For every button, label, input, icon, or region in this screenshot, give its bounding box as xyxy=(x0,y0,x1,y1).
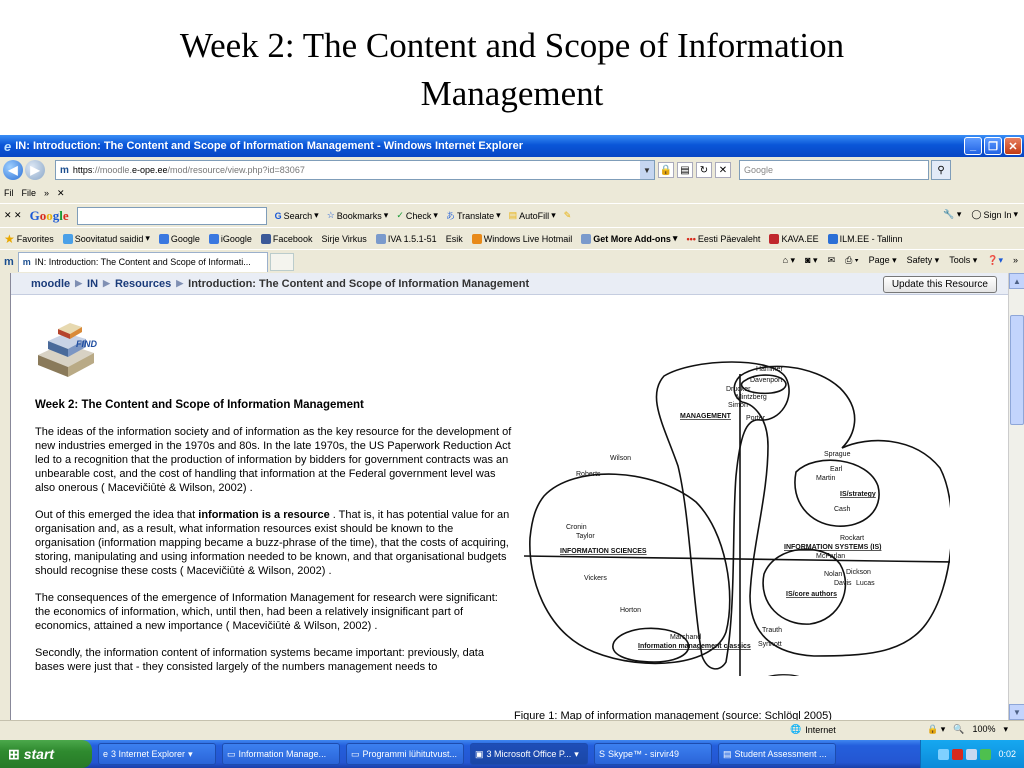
task-label: Student Assessment ... xyxy=(734,749,827,759)
stop-icon[interactable]: ✕ xyxy=(715,162,731,178)
label-nolan: Nolan xyxy=(824,571,843,578)
label-info-systems: INFORMATION SYSTEMS (IS) xyxy=(784,544,882,551)
feeds-icon[interactable]: ◙ ▾ xyxy=(805,255,818,265)
zone-label: Internet xyxy=(805,724,836,735)
protected-mode-icon[interactable]: 🔒 ▾ xyxy=(926,724,946,734)
task-programmi[interactable] xyxy=(346,743,464,765)
zoom-control[interactable] xyxy=(927,724,1008,735)
fav-kava[interactable] xyxy=(769,234,818,244)
home-icon[interactable]: ⌂ ▾ xyxy=(782,255,796,265)
more-chevron-icon[interactable]: » xyxy=(1012,255,1018,265)
label-management: MANAGEMENT xyxy=(680,413,731,420)
system-tray xyxy=(920,740,1024,768)
breadcrumb-sep-icon: ▶ xyxy=(176,278,184,288)
svg-text:FIND: FIND xyxy=(76,339,97,349)
p2-bold-text: information is a resource xyxy=(198,509,330,521)
windows-taskbar xyxy=(0,740,1024,768)
minimize-button[interactable]: _ xyxy=(964,137,982,155)
label-synnott: Synnott xyxy=(758,641,782,648)
mail-icon[interactable]: ✉ xyxy=(827,255,836,265)
breadcrumb xyxy=(11,273,1008,295)
scroll-thumb[interactable] xyxy=(1010,315,1024,425)
live-search-input[interactable] xyxy=(739,160,929,180)
fav-link-label: Google xyxy=(170,233,200,244)
task-label: 3 Microsoft Office P... xyxy=(486,749,572,759)
task-label: Skype™ - sirvir49 xyxy=(608,749,680,759)
forward-button[interactable]: ▶ xyxy=(25,160,45,180)
content-paragraph: The consequences of the emergence of Information Management for research were significant: the economics of information, which, until then, had been a relatively insignificant part of economics, attained a new importance ( Macevičiūtė & Wilson, 2002) . xyxy=(35,592,498,632)
content-paragraph xyxy=(35,508,515,578)
p2-text: Out of this emerged the idea that xyxy=(35,509,199,521)
fav-hotmail[interactable] xyxy=(472,234,573,244)
label-im-classics: Information management classics xyxy=(638,643,751,650)
start-label: start xyxy=(23,746,55,762)
breadcrumb-moodle[interactable]: moodle xyxy=(31,277,71,290)
slide-title xyxy=(0,22,1024,118)
task-office[interactable]: ▣ 3 Microsoft Office P... ▾ xyxy=(470,743,588,765)
label-trauth: Trauth xyxy=(762,627,782,634)
menu-close-icon[interactable]: ✕ xyxy=(57,187,65,198)
clock: 0:02 xyxy=(998,749,1016,759)
ie-icon: e xyxy=(4,138,12,154)
label-sprague: Sprague xyxy=(824,451,851,458)
im-map-diagram xyxy=(514,356,950,676)
label-mintzberg: Mintzberg xyxy=(736,394,767,401)
tray-wifi-icon[interactable] xyxy=(980,749,991,760)
p2-text: . That is, it has potential value for an organisation and, as a result, what information resources exist should be known to the organisation (information mapping became a buzz-phrase of the time), that the costs of acquiring, storing, manipulating and using information needed to be known, and that organisational budgets should recognise these costs ( Macevičiūtė & Wilson, 2002) . xyxy=(35,509,510,577)
spellcheck-icon: ✓ xyxy=(396,210,404,220)
menu-item-file[interactable]: File xyxy=(21,188,37,198)
menu-chevron-icon[interactable]: » xyxy=(44,188,50,198)
autofill-icon: ▤ xyxy=(508,210,518,220)
command-bar xyxy=(783,255,1018,266)
address-bar xyxy=(0,157,1024,183)
ie-task-icon: e xyxy=(103,749,109,759)
task-skype[interactable] xyxy=(594,743,712,765)
vertical-scrollbar[interactable] xyxy=(1008,273,1024,720)
check-label: Check xyxy=(405,210,432,221)
fav-suggested-sites[interactable]: Soovitatud saidid ▾ xyxy=(63,233,150,244)
fav-link-label: IVA 1.5.1-51 xyxy=(387,233,437,244)
google-g-icon: G xyxy=(274,210,282,221)
google-toolbar xyxy=(0,203,1024,227)
google-search-label: Search xyxy=(283,210,313,221)
fav-sirje-virkus[interactable] xyxy=(321,234,366,244)
start-button[interactable] xyxy=(0,740,92,768)
zoom-level: 100% xyxy=(972,724,996,734)
page-menu[interactable]: Page ▾ xyxy=(868,255,897,265)
slide-title-line2: Management xyxy=(420,74,604,113)
label-rockart: Rockart xyxy=(840,535,865,542)
window-controls xyxy=(964,137,1022,155)
browser-window xyxy=(0,135,1024,768)
autofill-button[interactable]: ▤ AutoFill ▾ xyxy=(508,210,556,221)
label-is-strategy: IS/strategy xyxy=(840,491,876,498)
label-earl: Earl xyxy=(830,466,843,473)
tray-network-icon[interactable] xyxy=(938,749,949,760)
wrench-icon[interactable]: 🔧 ▾ xyxy=(943,209,962,219)
search-placeholder: Google xyxy=(744,165,774,175)
fav-link-label: Esik xyxy=(445,233,463,244)
lock-icon[interactable]: 🔒 xyxy=(658,162,674,178)
bookmarks-label: Bookmarks xyxy=(336,210,382,221)
restore-button[interactable]: ❐ xyxy=(984,137,1002,155)
globe-icon: 🌐 xyxy=(790,724,802,734)
task-student-assessment[interactable] xyxy=(718,743,836,765)
safety-menu-label: Safety xyxy=(906,255,933,265)
resource-content xyxy=(35,398,515,687)
label-porter: Porter xyxy=(746,415,766,422)
favorites-star-icon: ★ xyxy=(4,231,15,246)
tab-active[interactable] xyxy=(18,252,268,272)
document-icon: ▤ xyxy=(723,748,732,759)
label-marchand: Marchand xyxy=(670,634,702,641)
refresh-icon[interactable]: ↻ xyxy=(696,162,712,178)
label-hammer: Hammer xyxy=(756,366,783,373)
task-label: 3 Internet Explorer xyxy=(111,749,186,759)
label-taylor: Taylor xyxy=(576,533,595,540)
label-cash: Cash xyxy=(834,506,851,513)
task-internet-explorer[interactable]: e 3 Internet Explorer ▾ xyxy=(98,743,216,765)
fav-link-label: KAVA.EE xyxy=(781,233,819,244)
folder-icon: ▭ xyxy=(351,748,360,759)
slide-title-line1: Week 2: The Content and Scope of Information xyxy=(179,26,845,65)
menu-item-fil[interactable]: Fil xyxy=(4,188,14,198)
check-button[interactable]: ✓ Check ▾ xyxy=(396,210,438,221)
scroll-down-icon[interactable]: ▼ xyxy=(1009,704,1024,720)
breadcrumb-current: Introduction: The Content and Scope of Information Management xyxy=(188,277,530,290)
page-viewport xyxy=(10,273,1008,720)
powerpoint-icon: ▣ xyxy=(475,748,484,759)
tab-title: IN: Introduction: The Content and Scope of Informati... xyxy=(34,257,251,267)
breadcrumb-resources[interactable]: Resources xyxy=(114,277,172,290)
update-resource-button[interactable]: Update this Resource xyxy=(883,276,997,293)
sign-in-label: Sign In xyxy=(983,209,1012,220)
safety-menu[interactable]: Safety ▾ xyxy=(906,255,940,265)
window-title: IN: Introduction: The Content and Scope of Information Management - Windows Internet Explorer xyxy=(15,140,523,152)
fav-get-more-addons[interactable]: Get More Add-ons ▾ xyxy=(581,233,677,244)
fav-link-label: Soovitatud saidid xyxy=(74,233,144,244)
label-simon: Simon xyxy=(728,402,748,409)
window-titlebar xyxy=(0,135,1024,157)
url-path: /mod/resource/view.php?id=83067 xyxy=(167,165,305,175)
task-label: Information Manage... xyxy=(238,749,327,759)
google-logo: Google xyxy=(29,207,69,223)
fav-eesti-paevaleht[interactable]: ••• Eesti Päevaleht xyxy=(686,233,761,244)
label-vickers: Vickers xyxy=(584,575,607,582)
find-blocks-logo xyxy=(34,321,106,379)
breadcrumb-sep-icon: ▶ xyxy=(75,278,83,288)
label-mcfarlan: McFarlan xyxy=(816,553,846,560)
new-tab-button[interactable] xyxy=(270,253,294,271)
tab-bar xyxy=(0,249,1024,273)
print-icon[interactable]: ⎙ ▾ xyxy=(845,255,859,265)
folder-icon: ▭ xyxy=(227,748,236,759)
page-menu-label: Page xyxy=(868,255,890,265)
scroll-up-icon[interactable]: ▲ xyxy=(1009,273,1024,289)
classics-loop xyxy=(752,675,811,676)
google-search-button[interactable]: G Search ▾ xyxy=(274,210,319,221)
fav-iva[interactable] xyxy=(376,234,437,244)
translate-button[interactable]: あ Translate ▾ xyxy=(445,210,501,221)
label-davis: Davis xyxy=(834,580,852,587)
fav-google[interactable] xyxy=(159,234,200,244)
content-paragraph: The ideas of the information society and of information as the key resource for the development of new industries emerged in the 1970s and 80s. In the late 1970s, the US Paperwork Reduction Act led to a recognition that the production of information by bidders for government contracts was an unbearable cost, and the cost of handling that information at the Federal government level was also onerous ( Macevičiūtė & Wilson, 2002) . xyxy=(35,426,512,494)
status-bar xyxy=(0,720,1024,740)
breadcrumb-in[interactable]: IN xyxy=(87,277,99,290)
fav-ilm[interactable] xyxy=(828,234,903,244)
tab-favicon-icon: m xyxy=(22,257,31,267)
url-dropdown-icon[interactable]: ▼ xyxy=(640,161,654,179)
zoom-dropdown-icon[interactable]: ▾ xyxy=(1003,724,1008,734)
figure-caption: Figure 1: Map of information management (source: Schlögl 2005) xyxy=(514,710,832,720)
task-information-manage[interactable] xyxy=(222,743,340,765)
search-icon[interactable]: ⚲ xyxy=(931,160,951,180)
translate-icon: あ xyxy=(445,211,455,221)
pencil-icon[interactable]: ✎ xyxy=(563,210,572,220)
sign-in-button[interactable]: ◯ Sign In ▾ xyxy=(971,209,1018,220)
tools-menu-label: Tools xyxy=(949,255,971,265)
google-toolbar-right xyxy=(943,209,1018,220)
security-zone[interactable] xyxy=(790,724,836,735)
breadcrumb-sep-icon: ▶ xyxy=(103,278,110,288)
fav-link-label: Facebook xyxy=(272,233,313,244)
fav-facebook[interactable] xyxy=(261,234,313,244)
skype-icon: S xyxy=(599,749,606,759)
star-icon: ☆ xyxy=(326,210,335,220)
fav-igoogle[interactable] xyxy=(209,234,252,244)
url-prefix: ://moodle. xyxy=(92,165,132,175)
fav-link-label: iGoogle xyxy=(220,233,252,244)
moodle-favicon-icon: m xyxy=(60,164,69,176)
label-davenport: Davenport xyxy=(750,377,783,384)
google-search-input[interactable] xyxy=(77,207,267,225)
label-horton: Horton xyxy=(620,607,642,614)
url-host: e-ope.ee xyxy=(131,165,168,175)
fav-link-label: Windows Live Hotmail xyxy=(483,233,573,244)
autofill-label: AutoFill xyxy=(519,210,550,221)
label-info-sciences: INFORMATION SCIENCES xyxy=(560,548,647,555)
task-label: Programmi lühitutvust... xyxy=(362,749,458,759)
tools-menu[interactable]: Tools ▾ xyxy=(949,255,978,265)
fav-link-label: Get More Add-ons xyxy=(593,233,671,244)
close-button[interactable]: ✕ xyxy=(1004,137,1022,155)
content-paragraph: Secondly, the information content of information systems became important: previously, data bases were just that - they consisted largely of the numbers management needs to xyxy=(35,647,484,673)
label-lucas: Lucas xyxy=(856,580,875,587)
favorites-button[interactable] xyxy=(4,232,54,246)
moodle-icon: m xyxy=(4,255,14,268)
favorites-label: Favorites xyxy=(16,233,54,244)
label-martin: Martin xyxy=(816,475,836,482)
label-is-core: IS/core authors xyxy=(786,591,837,598)
menu-bar xyxy=(0,183,1024,203)
back-button[interactable]: ◀ xyxy=(3,160,23,180)
fav-esik[interactable] xyxy=(446,234,463,244)
windows-flag-icon: ⊞ xyxy=(8,745,20,762)
label-drucker: Drucker xyxy=(726,386,751,393)
zoom-icon: 🔍 xyxy=(953,724,965,734)
label-dickson: Dickson xyxy=(846,569,871,576)
tray-security-icon[interactable] xyxy=(952,749,963,760)
toolbar-close-icon[interactable]: ✕ ✕ xyxy=(4,210,22,220)
label-wilson: Wilson xyxy=(610,455,632,462)
fav-link-label: Eesti Päevaleht xyxy=(697,233,761,244)
fav-link-label: ILM.EE - Tallinn xyxy=(839,233,903,244)
translate-label: Translate xyxy=(456,210,495,221)
help-icon[interactable]: ❓▾ xyxy=(987,255,1003,265)
fav-link-label: Sirje Virkus xyxy=(321,233,367,244)
url-scheme: https xyxy=(72,165,93,175)
url-input[interactable] xyxy=(55,160,655,180)
compat-icon[interactable]: ▤ xyxy=(677,162,693,178)
tray-monitor-icon[interactable] xyxy=(966,749,977,760)
content-heading: Week 2: The Content and Scope of Information Management xyxy=(35,399,364,411)
diagram-axis-horizontal xyxy=(524,556,950,562)
favorites-bar xyxy=(0,227,1024,249)
management-region xyxy=(656,362,789,669)
label-roberts: Roberts xyxy=(576,471,601,478)
label-cronin: Cronin xyxy=(566,524,587,531)
bookmarks-button[interactable]: ☆ Bookmarks ▾ xyxy=(326,210,389,221)
